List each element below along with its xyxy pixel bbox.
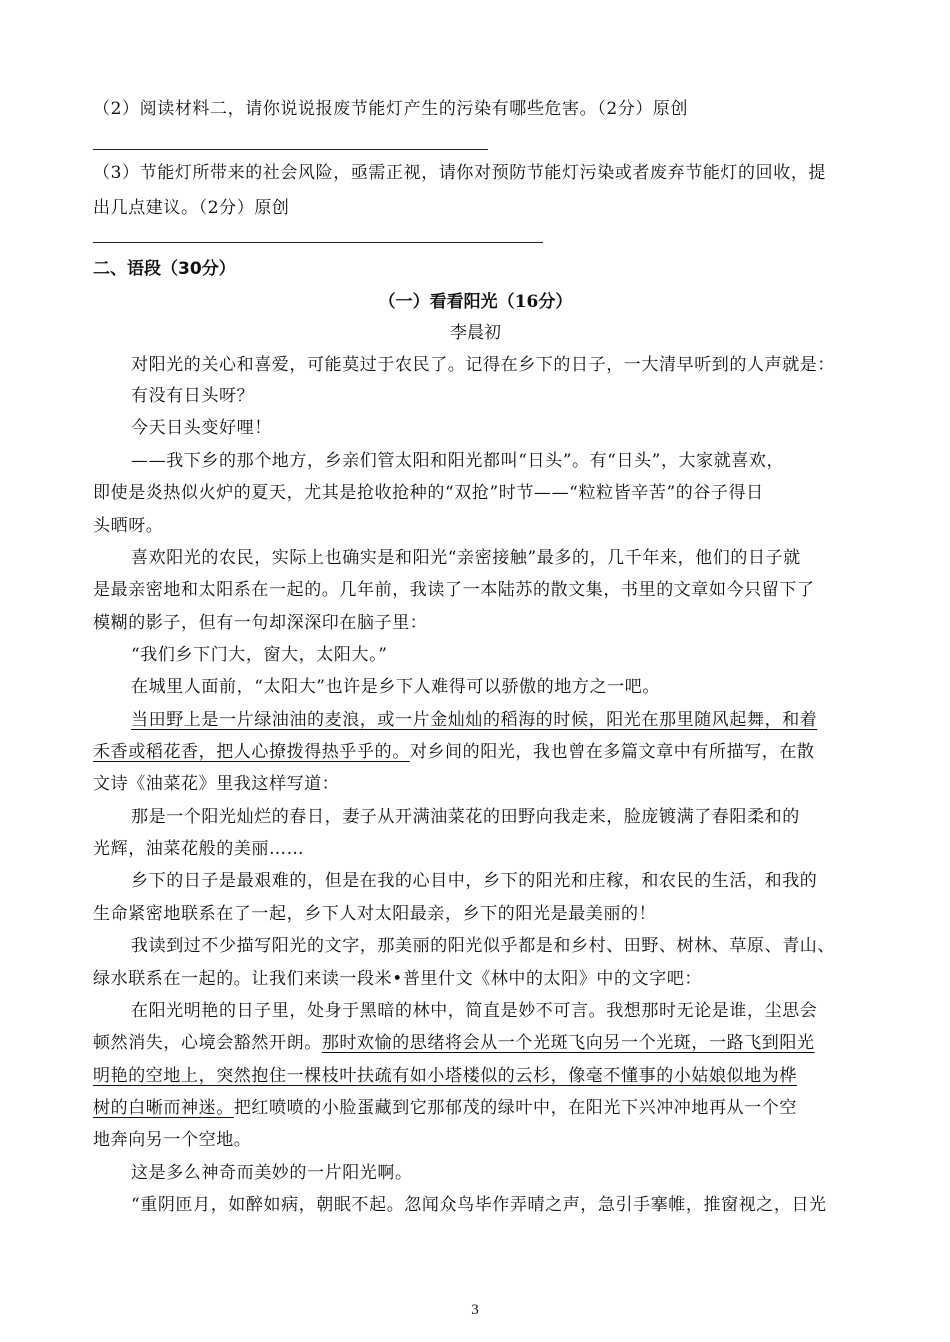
passage-author: 李晨初 (450, 323, 501, 343)
paragraph-line (93, 1096, 797, 1120)
section-heading: 二、语段（30分） (93, 259, 236, 279)
paragraph-line: 生命紧密地联系在了一起，乡下人对太阳最亲，乡下的阳光是最美丽的！ (93, 904, 657, 924)
paragraph-line: 光辉，油菜花般的美丽…… (93, 839, 305, 859)
answer-line-q3[interactable] (93, 242, 543, 243)
sentence-continuation: 对乡间的阳光，我也曾在多篇文章中有所描写，在散 (409, 742, 815, 762)
paragraph-line: 对阳光的关心和喜爱，可能莫过于农民了。记得在乡下的日子，一大清早听到的人声就是： (131, 355, 835, 375)
paragraph-line: 有没有日头呀？ (131, 386, 255, 406)
paragraph-line: 文诗《油菜花》里我这样写道： (93, 774, 340, 794)
underlined-sentence: 明艳的空地上，突然抱住一棵枝叶扶疏有如小塔楼似的云杉，像毫不懂事的小姑娘似地为桦 (93, 1066, 797, 1086)
underlined-sentence: 当田野上是一片绿油油的麦浪，或一片金灿灿的稻海的时候，阳光在那里随风起舞，和着 (131, 710, 818, 730)
page-number: 3 (471, 1302, 479, 1318)
question-3-line-1: （3）节能灯所带来的社会风险，亟需正视，请你对预防节能灯污染或者废弃节能灯的回收，提 (93, 163, 827, 183)
underlined-sentence: 那时欢愉的思绪将会从一个光斑飞向另一个光斑，一路飞到阳光 (321, 1033, 815, 1053)
paragraph-line: 喜欢阳光的农民，实际上也确实是和阳光“亲密接触”最多的，几千年来，他们的日子就 (131, 548, 801, 568)
paragraph-line: 这是多么神奇而美妙的一片阳光啊。 (131, 1163, 413, 1183)
paragraph-line (93, 740, 815, 764)
question-2: （2）阅读材料二，请你说说报废节能灯产生的污染有哪些危害。（2分）原创 (93, 99, 689, 119)
sentence-continuation: 把红喷喷的小脸蛋藏到它那郁茂的绿叶中，在阳光下兴冲冲地再从一个空 (233, 1098, 798, 1118)
paragraph-line: 地奔向另一个空地。 (93, 1130, 252, 1150)
sentence-lead: 顿然消失，心境会豁然开朗。 (93, 1033, 322, 1053)
paragraph-line: 即使是炎热似火炉的夏天，尤其是抢收抢种的“双抢”时节——“粒粒皆辛苦”的谷子得日 (93, 483, 764, 503)
paragraph-line: 乡下的日子是最艰难的，但是在我的心目中，乡下的阳光和庄稼，和农民的生活，和我的 (131, 871, 818, 891)
paragraph-line: 模糊的影子，但有一句却深深印在脑子里： (93, 613, 428, 633)
paragraph-line: 头晒呀。 (93, 516, 164, 536)
answer-line-q2[interactable] (93, 149, 488, 150)
paragraph-line: 我读到过不少描写阳光的文字，那美丽的阳光似乎都是和乡村、田野、树林、草原、青山、 (131, 936, 835, 956)
paragraph-line: 在城里人面前，“太阳大”也许是乡下人难得可以骄傲的地方之一吧。 (131, 677, 660, 697)
paragraph-line: 那是一个阳光灿烂的春日，妻子从开满油菜花的田野向我走来，脸庞镀满了春阳柔和的 (131, 807, 800, 827)
paragraph-line: 今天日头变好哩！ (131, 418, 272, 438)
passage-title: （一）看看阳光（16分） (378, 292, 573, 312)
underlined-sentence-end: 树的白晰而神迷。 (93, 1098, 234, 1118)
paragraph-line: “我们乡下门大，窗大，太阳大。” (131, 645, 388, 665)
paragraph-line: 是最亲密地和太阳系在一起的。几年前，我读了一本陆苏的散文集，书里的文章如今只留下了 (93, 580, 815, 600)
paragraph-line: 在阳光明艳的日子里，处身于黑暗的林中，简直是妙不可言。我想那时无论是谁，尘思会 (131, 1001, 818, 1021)
paragraph-line: “重阴匝月，如醉如病，朝眠不起。忽闻众鸟毕作弄晴之声，急引手搴帷，推窗视之，日光 (131, 1195, 827, 1215)
paragraph-line (93, 1031, 815, 1055)
paragraph-line: 绿水联系在一起的。让我们来读一段米•普里什文《林中的太阳》中的文字吧： (93, 969, 703, 989)
paragraph-line: ——我下乡的那个地方，乡亲们管太阳和阳光都叫“日头”。有“日头”，大家就喜欢， (131, 451, 785, 471)
question-3-line-2: 出几点建议。（2分）原创 (93, 198, 290, 218)
underlined-sentence-end: 禾香或稻花香，把人心撩拨得热乎乎的。 (93, 742, 410, 762)
